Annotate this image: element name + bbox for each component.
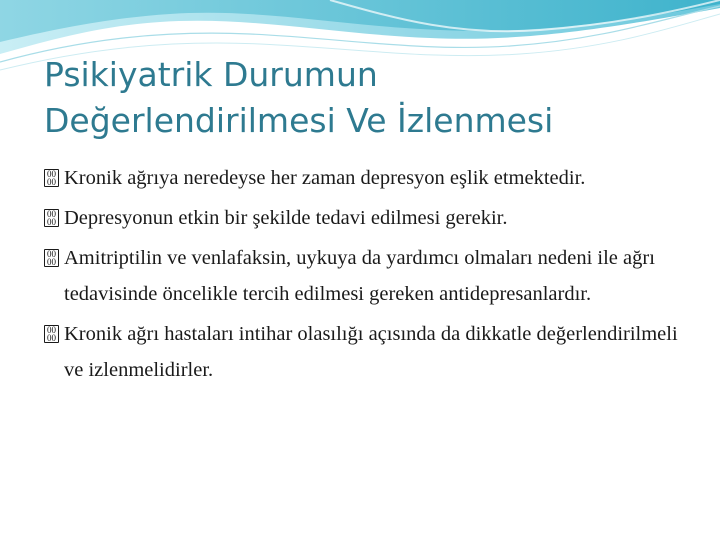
list-item bbox=[44, 316, 684, 388]
bullet-text: Depresyonun etkin bir şekilde tedavi edilmesi gerekir. bbox=[64, 207, 508, 229]
bullet-list bbox=[44, 160, 684, 392]
slide-title bbox=[44, 52, 684, 144]
list-item bbox=[44, 240, 684, 312]
list-item bbox=[44, 200, 684, 236]
missing-glyph-box-icon: 00 00 bbox=[44, 169, 59, 187]
bullet-text: Amitriptilin ve venlafaksin, uykuya da yardımcı olmaları nedeni ile ağrı tedavisinde öncelikle tercih edilmesi gereken antidepresanlardır. bbox=[64, 247, 655, 305]
list-item bbox=[44, 160, 684, 196]
slide-title-line-1: Psikiyatrik Durumun bbox=[44, 55, 378, 94]
missing-glyph-box-icon: 00 00 bbox=[44, 325, 59, 343]
slide-title-line-2: Değerlendirilmesi Ve İzlenmesi bbox=[44, 101, 554, 140]
bullet-text: Kronik ağrı hastaları intihar olasılığı açısında da dikkatle değerlendirilmeli ve izlenmelidirler. bbox=[64, 323, 678, 381]
missing-glyph-box-icon: 00 00 bbox=[44, 209, 59, 227]
bullet-text: Kronik ağrıya neredeyse her zaman depresyon eşlik etmektedir. bbox=[64, 167, 586, 189]
missing-glyph-box-icon: 00 00 bbox=[44, 249, 59, 267]
